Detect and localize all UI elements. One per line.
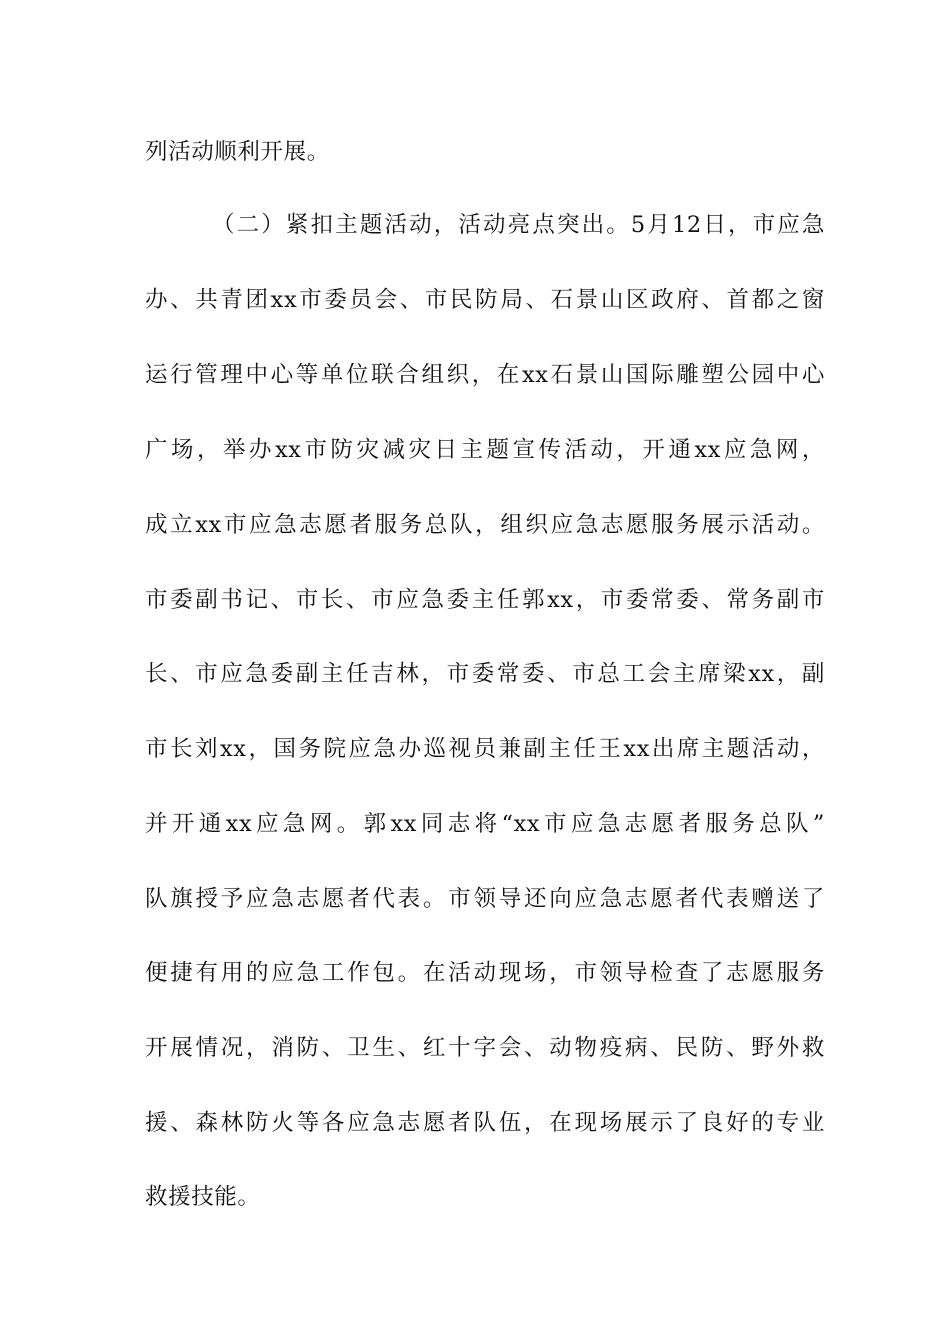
text-line-3: 办、共青团xx市委员会、市民防局、石景山区政府、首都之窗: [145, 287, 825, 313]
text-line-7: 市委副书记、市长、市应急委主任郭xx，市委常委、常务副市: [145, 587, 825, 613]
text-line-14: 援、森林防火等各应急志愿者队伍，在现场展示了良好的专业: [145, 1110, 825, 1136]
text-line-11: 队旗授予应急志愿者代表。市领导还向应急志愿者代表赠送了: [145, 886, 825, 912]
text-line-2: （二）紧扣主题活动，活动亮点突出。5月12日，市应急: [212, 212, 825, 238]
text-line-4: 运行管理中心等单位联合组织，在xx石景山国际雕塑公园中心: [145, 362, 825, 388]
text-line-8: 长、市应急委副主任吉林，市委常委、市总工会主席梁xx，副: [145, 661, 825, 687]
text-line-1: 列活动顺利开展。: [145, 139, 330, 165]
text-line-9: 市长刘xx，国务院应急办巡视员兼副主任王xx出席主题活动，: [145, 736, 825, 762]
text-line-6: 成立xx市应急志愿者服务总队，组织应急志愿服务展示活动。: [145, 512, 825, 538]
text-line-10: 并开通xx应急网。郭xx同志将“xx市应急志愿者服务总队”: [145, 811, 825, 837]
text-line-12: 便捷有用的应急工作包。在活动现场，市领导检查了志愿服务: [145, 960, 825, 986]
text-line-5: 广场，举办xx市防灾减灾日主题宣传活动，开通xx应急网，: [145, 437, 825, 463]
text-line-13: 开展情况，消防、卫生、红十字会、动物疫病、民防、野外救: [145, 1035, 825, 1061]
text-line-15: 救援技能。: [145, 1184, 261, 1210]
